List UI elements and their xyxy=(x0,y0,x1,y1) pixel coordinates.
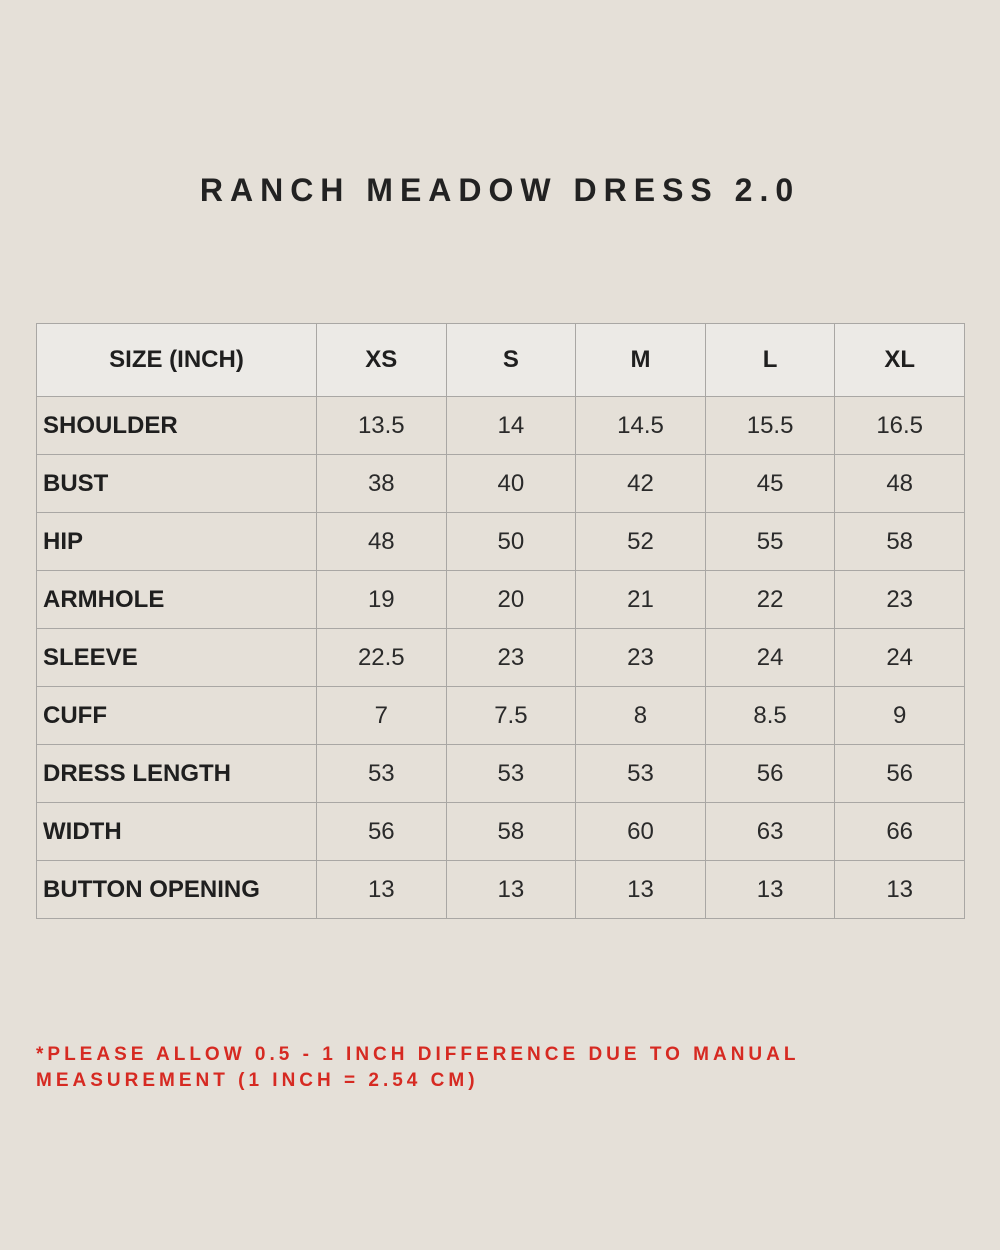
table-cell: 9 xyxy=(835,687,965,745)
table-cell: 40 xyxy=(446,455,576,513)
table-cell: 53 xyxy=(446,745,576,803)
table-cell: 13.5 xyxy=(317,397,447,455)
table-cell: 56 xyxy=(317,803,447,861)
table-cell: 22.5 xyxy=(317,629,447,687)
measurement-note-line-1: *PLEASE ALLOW 0.5 - 1 INCH DIFFERENCE DUE TO MANUAL xyxy=(36,1044,800,1065)
table-cell: 13 xyxy=(446,861,576,919)
table-row-width xyxy=(37,803,965,861)
table-cell: 16.5 xyxy=(835,397,965,455)
table-cell: 15.5 xyxy=(705,397,835,455)
table-row-cuff xyxy=(37,687,965,745)
row-label: WIDTH xyxy=(37,803,317,861)
table-cell: 23 xyxy=(446,629,576,687)
measurement-note xyxy=(36,1042,936,1094)
table-cell: 14.5 xyxy=(576,397,706,455)
table-cell: 13 xyxy=(576,861,706,919)
table-cell: 23 xyxy=(576,629,706,687)
table-cell: 22 xyxy=(705,571,835,629)
table-cell: 14 xyxy=(446,397,576,455)
table-cell: 48 xyxy=(835,455,965,513)
row-label: CUFF xyxy=(37,687,317,745)
table-row-button-opening xyxy=(37,861,965,919)
table-cell: 20 xyxy=(446,571,576,629)
table-cell: 56 xyxy=(705,745,835,803)
table-row-shoulder xyxy=(37,397,965,455)
row-label: DRESS LENGTH xyxy=(37,745,317,803)
table-cell: 8 xyxy=(576,687,706,745)
table-row-bust xyxy=(37,455,965,513)
table-cell: 13 xyxy=(835,861,965,919)
header-size-inch: SIZE (INCH) xyxy=(37,324,317,397)
table-cell: 45 xyxy=(705,455,835,513)
table-cell: 38 xyxy=(317,455,447,513)
table-cell: 48 xyxy=(317,513,447,571)
table-cell: 60 xyxy=(576,803,706,861)
table-row-hip xyxy=(37,513,965,571)
table-cell: 58 xyxy=(835,513,965,571)
table-cell: 52 xyxy=(576,513,706,571)
row-label: BUST xyxy=(37,455,317,513)
table-cell: 53 xyxy=(576,745,706,803)
table-cell: 19 xyxy=(317,571,447,629)
row-label: ARMHOLE xyxy=(37,571,317,629)
row-label: HIP xyxy=(37,513,317,571)
table-cell: 21 xyxy=(576,571,706,629)
header-size-m: M xyxy=(576,324,706,397)
table-cell: 66 xyxy=(835,803,965,861)
table-cell: 13 xyxy=(705,861,835,919)
row-label: SLEEVE xyxy=(37,629,317,687)
table-cell: 50 xyxy=(446,513,576,571)
table-row-sleeve xyxy=(37,629,965,687)
row-label: SHOULDER xyxy=(37,397,317,455)
table-cell: 24 xyxy=(705,629,835,687)
row-label: BUTTON OPENING xyxy=(37,861,317,919)
table-cell: 7.5 xyxy=(446,687,576,745)
table-cell: 58 xyxy=(446,803,576,861)
header-size-l: L xyxy=(705,324,835,397)
table-cell: 42 xyxy=(576,455,706,513)
table-cell: 8.5 xyxy=(705,687,835,745)
size-chart-table xyxy=(36,323,965,919)
table-cell: 55 xyxy=(705,513,835,571)
measurement-note-line-2: MEASUREMENT (1 INCH = 2.54 CM) xyxy=(36,1070,479,1091)
table-row-armhole xyxy=(37,571,965,629)
table-cell: 13 xyxy=(317,861,447,919)
header-size-xs: XS xyxy=(317,324,447,397)
table-cell: 63 xyxy=(705,803,835,861)
header-size-s: S xyxy=(446,324,576,397)
table-cell: 23 xyxy=(835,571,965,629)
table-header-row xyxy=(37,324,965,397)
table-cell: 7 xyxy=(317,687,447,745)
page-title: RANCH MEADOW DRESS 2.0 xyxy=(199,172,801,208)
table-row-dress-length xyxy=(37,745,965,803)
table-cell: 53 xyxy=(317,745,447,803)
table-cell: 24 xyxy=(835,629,965,687)
header-size-xl: XL xyxy=(835,324,965,397)
table-cell: 56 xyxy=(835,745,965,803)
